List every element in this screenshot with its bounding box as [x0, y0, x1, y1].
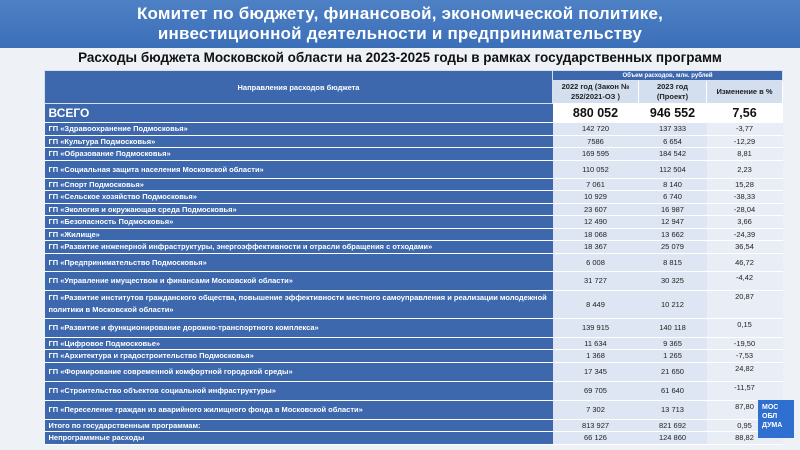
row-2022: 7 061 — [553, 178, 639, 191]
row-2023: 124 860 — [639, 432, 707, 445]
table-row — [45, 419, 783, 432]
row-2022: 12 490 — [553, 216, 639, 229]
row-2023: 112 504 — [639, 160, 707, 178]
row-2022: 142 720 — [553, 123, 639, 136]
row-2022: 139 915 — [553, 318, 639, 337]
row-2023: 6 654 — [639, 135, 707, 148]
header-title-line2: инвестиционной деятельности и предпринимательству — [157, 24, 643, 43]
row-change: 15,28 — [707, 178, 783, 191]
total-label: ВСЕГО — [45, 104, 553, 123]
row-change: -7,53 — [707, 350, 783, 363]
row-change: 2,23 — [707, 160, 783, 178]
row-change: -4,42 — [707, 271, 783, 290]
row-2023: 140 118 — [639, 318, 707, 337]
row-change: -28,04 — [707, 203, 783, 216]
row-2022: 31 727 — [553, 271, 639, 290]
row-2023: 821 692 — [639, 419, 707, 432]
table-row — [45, 318, 783, 337]
table-row — [45, 228, 783, 241]
column-header-change: Изменение в % — [707, 81, 783, 104]
row-2023: 1 265 — [639, 350, 707, 363]
row-name: ГП «Безопасность Подмосковья» — [45, 216, 553, 229]
row-change: 88,82 — [707, 432, 783, 445]
table-row — [45, 271, 783, 290]
row-change: 0,15 — [707, 318, 783, 337]
row-change: 24,82 — [707, 362, 783, 381]
row-2022: 1 368 — [553, 350, 639, 363]
row-change: 0,95 — [707, 419, 783, 432]
row-name: ГП «Сельское хозяйство Подмосковья» — [45, 191, 553, 204]
row-name-text: ГП «Развитие институтов гражданского общества, повышение эффективности местного самоуправления и реализации молодежной политики в Московской области» — [48, 293, 547, 314]
row-name: ГП «Предпринимательство Подмосковья» — [45, 253, 553, 271]
row-name: ГП «Образование Подмосковья» — [45, 148, 553, 161]
row-change: 8,81 — [707, 148, 783, 161]
row-change: -38,33 — [707, 191, 783, 204]
row-2023: 10 212 — [639, 290, 707, 318]
row-change: -24,39 — [707, 228, 783, 241]
row-2023: 25 079 — [639, 241, 707, 254]
table-row — [45, 135, 783, 148]
row-name: ГП «Формирование современной комфортной городской среды» — [45, 362, 553, 381]
row-2022: 23 607 — [553, 203, 639, 216]
row-2023: 21 650 — [639, 362, 707, 381]
total-2023: 946 552 — [639, 104, 707, 123]
row-name: ГП «Здравоохранение Подмосковья» — [45, 123, 553, 136]
header-title-line1: Комитет по бюджету, финансовой, экономической политике, — [136, 4, 664, 23]
row-2022: 18 068 — [553, 228, 639, 241]
table-row — [45, 253, 783, 271]
row-name — [45, 290, 553, 318]
row-2022: 69 705 — [553, 381, 639, 400]
row-change: -12,29 — [707, 135, 783, 148]
row-change: -19,50 — [707, 337, 783, 350]
row-2022: 6 008 — [553, 253, 639, 271]
row-change: 36,54 — [707, 241, 783, 254]
row-2022: 7 302 — [553, 400, 639, 419]
row-2022: 11 634 — [553, 337, 639, 350]
row-2023: 137 333 — [639, 123, 707, 136]
row-change: 46,72 — [707, 253, 783, 271]
row-name: ГП «Строительство объектов социальной инфраструктуры» — [45, 381, 553, 400]
row-name: Итого по государственным программам: — [45, 419, 553, 432]
row-2023: 30 325 — [639, 271, 707, 290]
logo-text-line2: ОБЛ — [762, 413, 778, 420]
table-row — [45, 381, 783, 400]
table-row — [45, 432, 783, 445]
table-row — [45, 290, 783, 318]
row-name: Непрограммные расходы — [45, 432, 553, 445]
table-row — [45, 203, 783, 216]
total-row — [45, 104, 783, 123]
table-row — [45, 191, 783, 204]
row-2023: 12 947 — [639, 216, 707, 229]
row-name: ГП «Развитие инженерной инфраструктуры, энергоэффективности и отрасли обращения с отходами» — [45, 241, 553, 254]
slide-subtitle: Расходы бюджета Московской области на 2023-2025 годы в рамках государственных программ — [78, 50, 722, 65]
row-name: ГП «Цифровое Подмосковье» — [45, 337, 553, 350]
row-2022: 66 126 — [553, 432, 639, 445]
row-2023: 184 542 — [639, 148, 707, 161]
row-name: ГП «Экология и окружающая среда Подмосковья» — [45, 203, 553, 216]
budget-table — [44, 70, 783, 445]
logo-text-line1: МОС — [762, 404, 779, 411]
table-row — [45, 350, 783, 363]
row-change: 3,66 — [707, 216, 783, 229]
column-header-name: Направления расходов бюджета — [45, 71, 553, 104]
row-2022: 10 929 — [553, 191, 639, 204]
row-2023: 9 365 — [639, 337, 707, 350]
table-row — [45, 148, 783, 161]
row-change: -3,77 — [707, 123, 783, 136]
table-row — [45, 400, 783, 419]
logo-text-line3: ДУМА — [762, 422, 783, 429]
row-2023: 6 740 — [639, 191, 707, 204]
row-2022: 8 449 — [553, 290, 639, 318]
row-2022: 813 927 — [553, 419, 639, 432]
row-2023: 8 815 — [639, 253, 707, 271]
table-row — [45, 123, 783, 136]
row-name: ГП «Спорт Подмосковья» — [45, 178, 553, 191]
table-row — [45, 241, 783, 254]
row-2023: 13 713 — [639, 400, 707, 419]
row-change: 87,80 — [707, 400, 783, 419]
row-2023: 61 640 — [639, 381, 707, 400]
row-2023: 16 987 — [639, 203, 707, 216]
slide-header — [0, 0, 800, 48]
column-header-unit: Объем расходов, млн. рублей — [553, 71, 783, 81]
row-2022: 169 595 — [553, 148, 639, 161]
row-2022: 110 052 — [553, 160, 639, 178]
mosobl-duma-logo — [758, 400, 794, 438]
table-row — [45, 337, 783, 350]
row-name: ГП «Управление имуществом и финансами Московской области» — [45, 271, 553, 290]
row-2022: 18 367 — [553, 241, 639, 254]
row-name: ГП «Жилище» — [45, 228, 553, 241]
total-2022: 880 052 — [553, 104, 639, 123]
table-row — [45, 178, 783, 191]
row-name: ГП «Архитектура и градостроительство Подмосковья» — [45, 350, 553, 363]
table-row — [45, 160, 783, 178]
table-row — [45, 216, 783, 229]
row-2022: 7586 — [553, 135, 639, 148]
row-2022: 17 345 — [553, 362, 639, 381]
column-header-2023: 2023 год (Проект) — [639, 81, 707, 104]
row-name: ГП «Культура Подмосковья» — [45, 135, 553, 148]
row-change: 20,87 — [707, 290, 783, 318]
row-name: ГП «Переселение граждан из аварийного жилищного фонда в Московской области» — [45, 400, 553, 419]
row-2023: 8 140 — [639, 178, 707, 191]
column-header-2022: 2022 год (Закон № 252/2021-ОЗ ) — [553, 81, 639, 104]
row-name: ГП «Социальная защита населения Московской области» — [45, 160, 553, 178]
total-change: 7,56 — [707, 104, 783, 123]
table-row — [45, 362, 783, 381]
row-2023: 13 662 — [639, 228, 707, 241]
row-change: -11,57 — [707, 381, 783, 400]
row-name: ГП «Развитие и функционирование дорожно-транспортного комплекса» — [45, 318, 553, 337]
